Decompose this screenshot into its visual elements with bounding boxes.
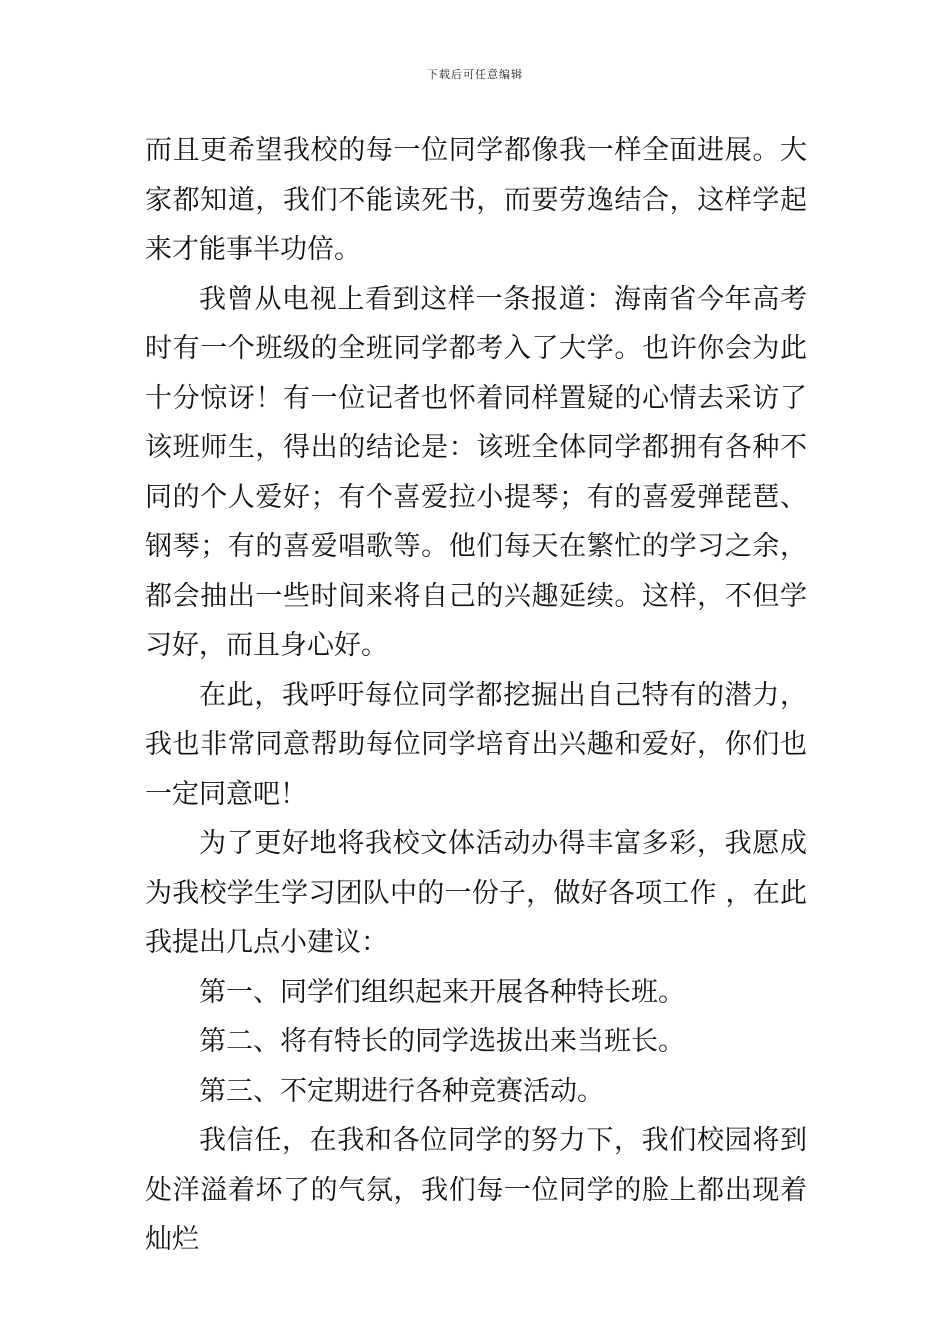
document-body xyxy=(145,126,807,1265)
paragraph: 而且更希望我校的每一位同学都像我一样全面进展。大家都知道，我们不能读死书，而要劳逸结合，这样学起来才能事半功倍。 xyxy=(145,135,807,265)
list-item: 第一、同学们组织起来开展各种特长班。 xyxy=(199,976,685,1008)
list-item: 第三、不定期进行各种竞赛活动。 xyxy=(199,1075,604,1107)
paragraph: 我信任，在我和各位同学的努力下，我们校园将到处洋溢着坏了的气氛，我们每一位同学的脸上都出现着灿烂 xyxy=(145,1125,807,1255)
list-item: 第二、将有特长的同学选拔出来当班长。 xyxy=(199,1026,685,1057)
paragraph: 为了更好地将我校文体活动办得丰富多彩，我愿成为我校学生学习团队中的一份子，做好各项工作 ，在此我提出几点小建议： xyxy=(145,828,807,958)
header-note: 下载后可任意编辑 xyxy=(427,68,523,81)
paragraph: 在此，我呼吁每位同学都挖掘出自己特有的潜力，我也非常同意帮助每位同学培育出兴趣和爱好，你们也一定同意吧！ xyxy=(145,679,807,810)
paragraph: 我曾从电视上看到这样一条报道：海南省今年高考时有一个班级的全班同学都考入了大学。也许你会为此十分惊讶！有一位记者也怀着同样置疑的心情去采访了该班师生，得出的结论是：该班全体同学都拥有各种不同的个人爱好；有个喜爱拉小提琴；有的喜爱弹琵琶、钢琴；有的喜爱唱歌等。他们每天在繁忙的学习之余，都会抽出一些时间来将自己的兴趣延续。这样，不但学习好，而且身心好。 xyxy=(145,283,807,661)
